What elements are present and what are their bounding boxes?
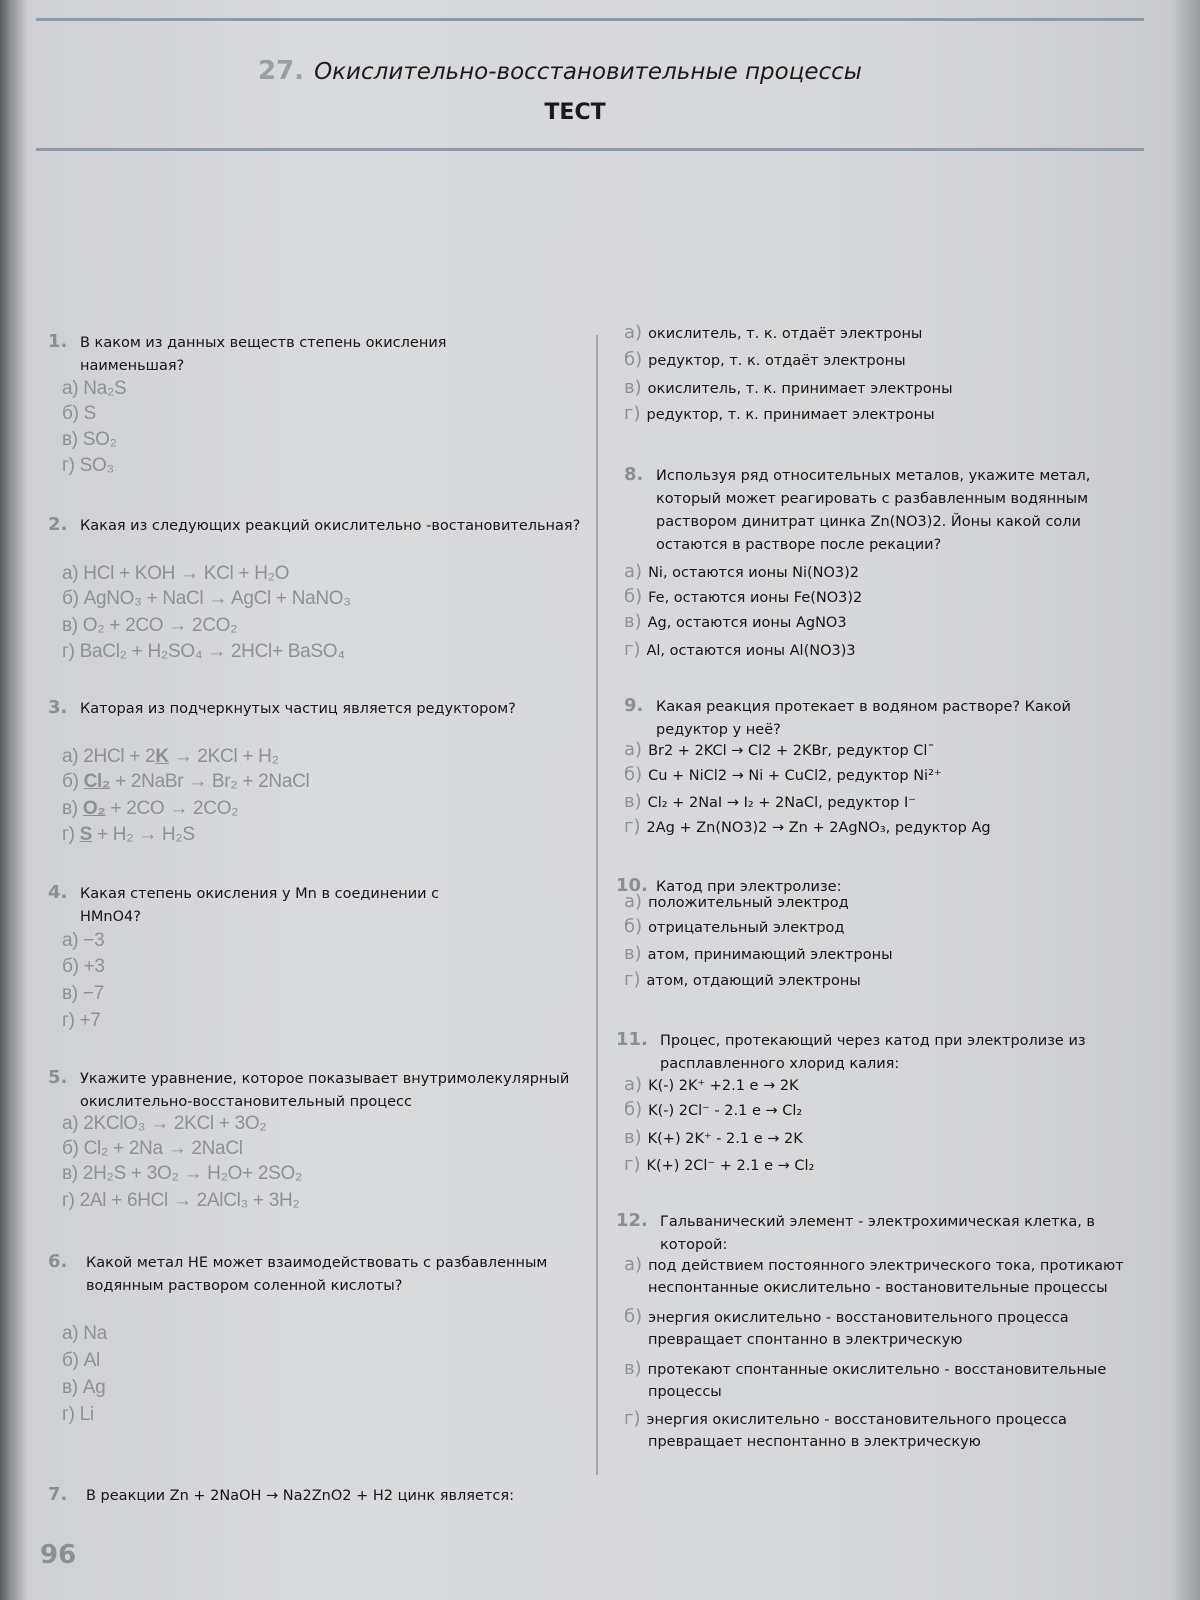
answer-option[interactable]: а) HCl + KOH → KCl + H₂O [62, 563, 290, 584]
answer-option[interactable]: г) Li [62, 1404, 94, 1425]
page-subtitle: ТЕСТ [544, 100, 606, 125]
answer-option[interactable]: в) 2H₂S + 3O₂ → H₂O+ 2SO₂ [62, 1163, 303, 1184]
answer-option[interactable]: б) Al [62, 1350, 100, 1371]
option-letter: б) [624, 349, 643, 370]
option-letter: г) [624, 639, 641, 660]
question-number: 10. [616, 875, 648, 896]
question-number: 8. [624, 464, 644, 485]
option-letter: в) [624, 377, 642, 398]
underlined-particle: Cl₂ [83, 771, 111, 792]
question-number: 7. [48, 1484, 68, 1505]
answer-option[interactable] [624, 611, 1148, 634]
answer-option[interactable] [62, 771, 309, 793]
option-text: энергия окислительно - восстановительного процесса превращает неспонтанно в электрическую [646, 1412, 1067, 1450]
option-suffix: + 2NaBr → Br₂ + 2NaCl [110, 771, 310, 792]
option-text: редуктор, т. к. принимает электроны [646, 407, 935, 423]
answer-option[interactable] [624, 1127, 1148, 1150]
option-letter: в) [624, 1127, 642, 1148]
answer-option[interactable]: б) Cl₂ + 2Na → 2NaCl [62, 1138, 243, 1159]
underlined-particle: O₂ [82, 798, 106, 819]
answer-option[interactable] [624, 791, 1148, 814]
option-prefix: в) [62, 798, 83, 819]
answer-option[interactable] [62, 798, 238, 820]
question-number: 9. [624, 695, 644, 716]
option-letter: а) [624, 322, 643, 343]
answer-option[interactable] [624, 943, 1148, 966]
question-number: 5. [48, 1067, 68, 1088]
question-text: Каторая из подчеркнутых частиц является редуктором? [80, 701, 516, 717]
option-prefix: б) [62, 771, 84, 792]
option-text: энергия окислительно - восстановительного процесса превращает спонтанно в электрическую [648, 1310, 1069, 1348]
option-letter: а) [624, 1254, 643, 1275]
top-rule [36, 18, 1144, 21]
answer-option[interactable] [624, 1358, 1148, 1403]
answer-option[interactable] [62, 824, 195, 846]
option-text: Br2 + 2KCl → Cl2 + 2KBr, редуктор Cl¯ [648, 743, 935, 759]
option-suffix: + H₂ → H₂S [92, 824, 195, 845]
question-number: 4. [48, 882, 68, 903]
option-text: K(-) 2Cl⁻ - 2.1 e → Cl₂ [648, 1103, 803, 1119]
option-letter: а) [624, 1074, 643, 1095]
option-text: 2Ag + Zn(NO3)2 → Zn + 2AgNO₃, редуктор Ag [646, 820, 991, 836]
answer-option[interactable]: г) SO₃ [62, 455, 114, 476]
option-text: окислитель, т. к. отдаёт электроны [648, 326, 923, 342]
option-letter: в) [624, 943, 642, 964]
answer-option[interactable]: в) −7 [62, 983, 104, 1004]
question-number: 12. [616, 1210, 648, 1231]
question-number: 6. [48, 1251, 68, 1272]
option-text: Fe, остаются ионы Fe(NO3)2 [648, 590, 863, 606]
answer-option[interactable] [624, 916, 1148, 939]
option-letter: а) [624, 739, 643, 760]
page-number: 96 [40, 1540, 77, 1570]
answer-option[interactable] [624, 377, 1148, 400]
option-text: Ag, остаются ионы AgNO3 [647, 615, 847, 631]
answer-option[interactable] [624, 561, 1148, 584]
question-text: Гальванический элемент - электрохимическая клетка, в которой: [660, 1214, 1095, 1253]
answer-option[interactable] [624, 739, 1148, 762]
question-number: 2. [48, 514, 68, 535]
option-letter: в) [624, 611, 642, 632]
option-suffix: + 2CO → 2CO₂ [105, 798, 239, 819]
answer-option[interactable] [624, 1408, 1148, 1453]
option-prefix: г) [62, 824, 80, 845]
option-suffix: → 2KCl + H₂ [168, 746, 279, 767]
answer-option[interactable] [624, 1154, 1148, 1177]
option-text: K(-) 2K⁺ +2.1 e → 2K [648, 1078, 799, 1094]
answer-option[interactable] [624, 403, 1148, 426]
answer-option[interactable] [624, 1254, 1148, 1299]
answer-option[interactable] [624, 1099, 1148, 1122]
chapter-title: 27. Окислительно-восстановительные процессы [258, 56, 862, 86]
option-letter: г) [624, 1408, 641, 1429]
answer-option[interactable] [624, 586, 1148, 609]
question-text: В каком из данных веществ степень окисления наименьшая? [80, 335, 447, 374]
answer-option[interactable] [624, 639, 1148, 662]
option-prefix: а) 2HCl + 2 [62, 746, 156, 767]
answer-option[interactable]: а) 2KClO₃ → 2KCl + 3O₂ [62, 1113, 267, 1134]
option-letter: в) [624, 791, 642, 812]
underlined-particle: K [155, 746, 169, 767]
option-text: K(+) 2Cl⁻ + 2.1 e → Cl₂ [646, 1158, 815, 1174]
option-text: атом, принимающий электроны [647, 947, 893, 963]
question-number: 3. [48, 697, 68, 718]
answer-option[interactable]: в) SO₂ [62, 429, 117, 450]
header-rule [36, 148, 1144, 151]
option-letter: г) [624, 816, 641, 837]
option-text: K(+) 2K⁺ - 2.1 e → 2K [647, 1131, 803, 1147]
answer-option[interactable] [624, 891, 1148, 914]
option-text: Cl₂ + 2NaI → I₂ + 2NaCl, редуктор I⁻ [647, 795, 916, 811]
option-letter: г) [624, 403, 641, 424]
answer-option[interactable]: а) −3 [62, 930, 105, 951]
answer-option[interactable]: в) Ag [62, 1377, 106, 1398]
answer-option[interactable]: а) Na₂S [62, 378, 127, 399]
answer-option[interactable] [624, 969, 1148, 992]
question-text: Процес, протекающий через катод при электролизе из расплавленного хлорид калия: [660, 1033, 1086, 1072]
option-text: окислитель, т. к. принимает электроны [647, 381, 953, 397]
option-text: редуктор, т. к. отдаёт электроны [648, 353, 906, 369]
option-letter: б) [624, 916, 643, 937]
option-letter: а) [624, 891, 643, 912]
option-letter: б) [624, 586, 643, 607]
option-letter: б) [624, 764, 643, 785]
answer-option[interactable] [624, 322, 1148, 345]
question-text: Какая степень окисления у Mn в соединении с HMnO4? [80, 886, 440, 925]
column-divider [596, 335, 598, 1475]
question-text: Какой метал НЕ может взаимодействовать с разбавленным водянным раствором соленной кислоты? [86, 1255, 548, 1294]
answer-option[interactable]: б) AgNO₃ + NaCl → AgCl + NaNO₃ [62, 588, 351, 609]
option-letter: б) [624, 1306, 643, 1327]
answer-option[interactable] [624, 1074, 1148, 1097]
option-text: Ni, остаются ионы Ni(NO3)2 [648, 565, 860, 581]
option-letter: б) [624, 1099, 643, 1120]
option-letter: г) [624, 1154, 641, 1175]
answer-option[interactable] [624, 349, 1148, 372]
question-number: 1. [48, 331, 68, 352]
option-letter: г) [624, 969, 641, 990]
answer-option[interactable] [62, 746, 279, 768]
underlined-particle: S [79, 824, 93, 845]
answer-option[interactable] [624, 764, 1148, 787]
answer-option[interactable]: б) S [62, 403, 96, 424]
question-text: В реакции Zn + 2NaOH → Na2ZnO2 + H2 цинк является: [86, 1488, 514, 1504]
answer-option[interactable]: г) BaCl₂ + H₂SO₄ → 2HCl+ BaSO₄ [62, 641, 345, 662]
option-text: Al, остаются ионы Al(NO3)3 [646, 643, 856, 659]
option-text: положительный электрод [648, 895, 849, 911]
option-text: Cu + NiCl2 → Ni + CuCl2, редуктор Ni²⁺ [648, 768, 942, 784]
option-text: под действием постоянного электрического тока, протикают неспонтанные окислительно - востановительные процессы [648, 1258, 1124, 1296]
question-text: Катод при электролизе: [656, 879, 842, 895]
answer-option[interactable]: а) Na [62, 1323, 107, 1344]
answer-option[interactable] [624, 816, 1148, 839]
answer-option[interactable] [624, 1306, 1148, 1351]
option-letter: а) [624, 561, 643, 582]
answer-option[interactable]: в) O₂ + 2CO → 2CO₂ [62, 615, 238, 636]
answer-option[interactable]: б) +3 [62, 956, 105, 977]
option-text: отрицательный электрод [648, 920, 845, 936]
question-text: Какая реакция протекает в водяном растворе? Какой редуктор у неё? [656, 699, 1071, 738]
option-text: протекают спонтанные окислительно - восстановительные процессы [647, 1362, 1107, 1400]
question-number: 11. [616, 1029, 648, 1050]
question-text: Укажите уравнение, которое показывает внутримолекулярный окислительно-восстановительный процесс [80, 1071, 570, 1110]
answer-option[interactable]: г) 2Al + 6HCl → 2AlCl₃ + 3H₂ [62, 1190, 300, 1211]
answer-option[interactable]: г) +7 [62, 1010, 101, 1031]
option-letter: в) [624, 1358, 642, 1379]
question-text: Какая из следующих реакций окислительно -востановительная? [80, 518, 581, 534]
option-text: атом, отдающий электроны [646, 973, 861, 989]
question-text: Используя ряд относительных металов, укажите метал, который может реагировать с разбавленным водянным раствором динитрат цинка Zn(NO3)2. Йоны какой соли остаются в растворе после рекации? [656, 468, 1091, 553]
